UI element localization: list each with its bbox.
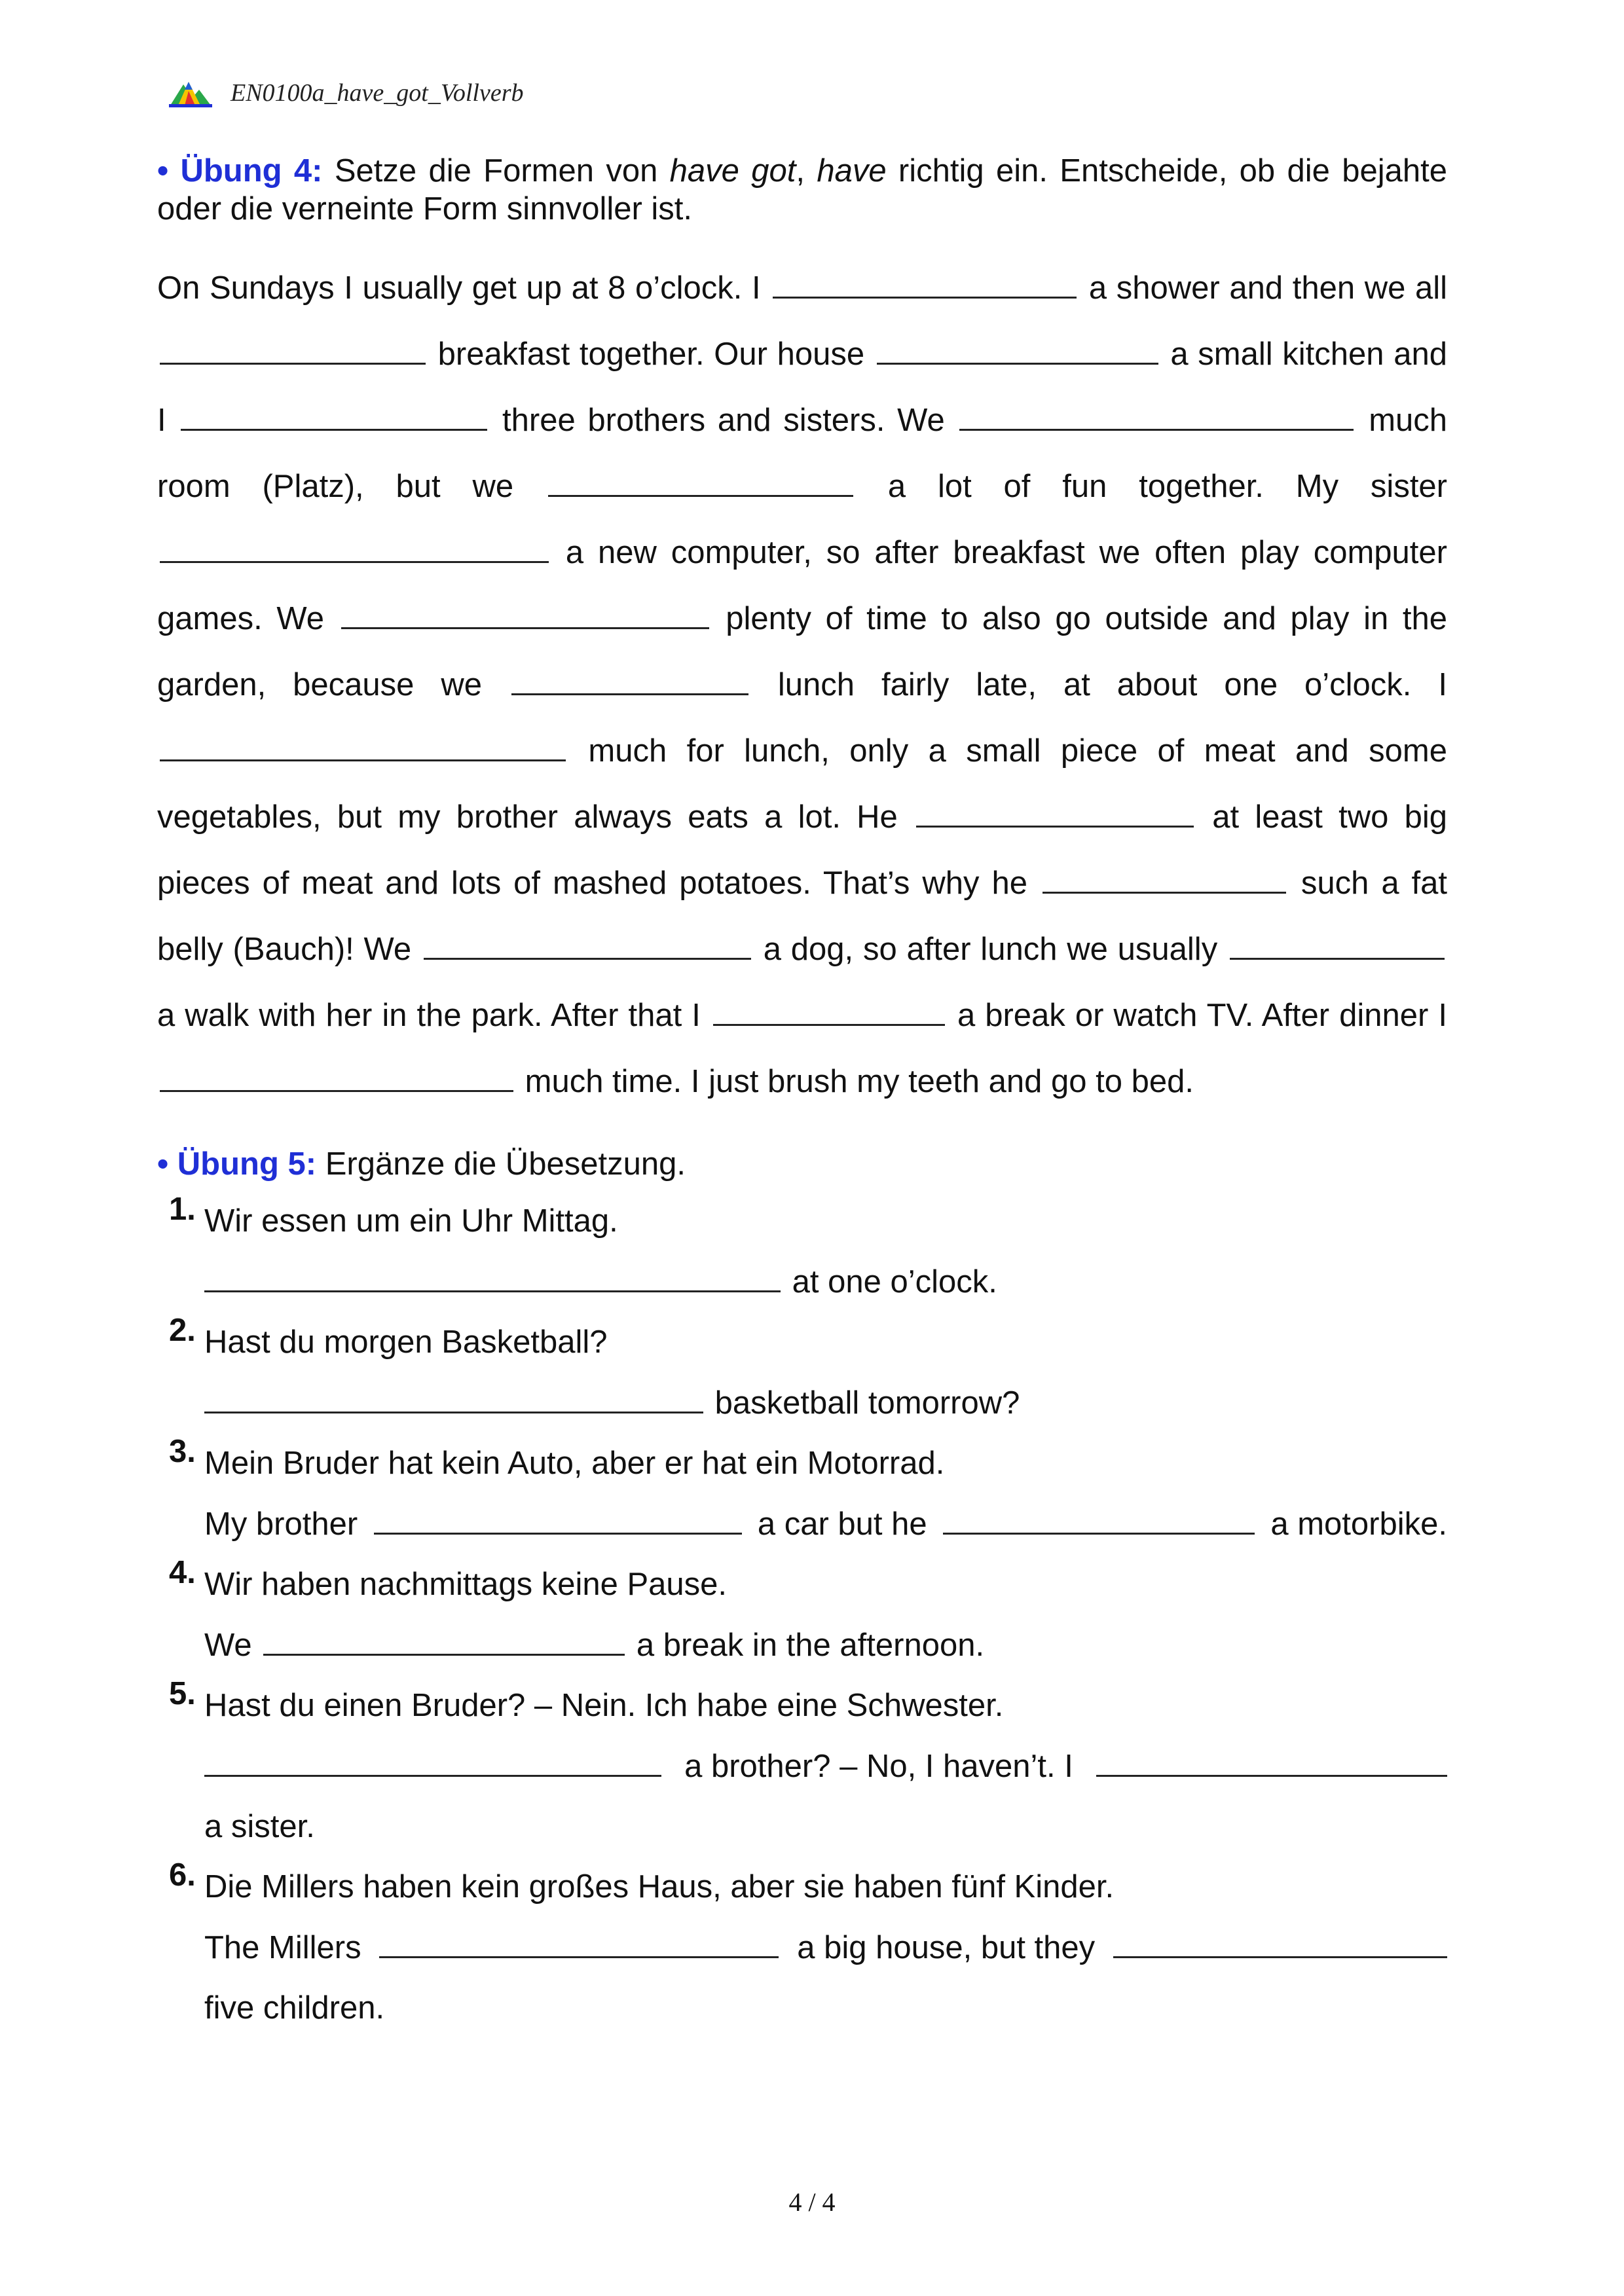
exercise-5-label: • Übung 5: [157, 1146, 317, 1182]
text-segment: much for lunch, only a small piece of meat and some vegetables, but my brother always eats a lot. He [157, 733, 1447, 835]
item-number: 1. [169, 1192, 196, 1227]
text-segment: plenty of time to also go outside and play in the garden, because we [157, 601, 1447, 702]
answer-blank-6[interactable] [548, 469, 853, 497]
answer-blank-12[interactable] [1043, 866, 1286, 894]
answer-blank-9[interactable] [511, 667, 748, 695]
english-text: a car but he [757, 1506, 927, 1542]
answer-blank-8[interactable] [341, 601, 709, 629]
answer-blank-11[interactable] [916, 799, 1194, 828]
list-item [157, 1857, 1447, 2038]
text-segment: a dog, so after lunch we usually [763, 932, 1218, 967]
answer-blank[interactable] [943, 1506, 1255, 1535]
answer-blank-13[interactable] [424, 932, 751, 960]
item-number: 2. [169, 1313, 196, 1348]
english-line [204, 1918, 1447, 1978]
english-line [204, 1494, 1447, 1554]
text-segment: a new computer, so after breakfast we often play computer games. We [157, 535, 1447, 636]
exercise-4-instruction-a: Setze die Formen von [334, 153, 658, 189]
document-title: EN0100a_have_got_Vollverb [231, 79, 524, 107]
item-number: 6. [169, 1857, 196, 1893]
list-item [157, 1191, 1447, 1312]
english-text: a motorbike. [1270, 1506, 1447, 1542]
german-sentence: Wir haben nachmittags keine Pause. [204, 1567, 728, 1602]
exercise-5-list [157, 1191, 1447, 2038]
answer-blank-1[interactable] [773, 270, 1077, 299]
list-item [157, 1554, 1447, 1675]
english-text: The Millers [204, 1930, 361, 1965]
text-segment: much time. I just brush my teeth and go to bed. [525, 1064, 1194, 1099]
answer-blank[interactable] [1096, 1749, 1447, 1777]
text-segment: a small kitchen and I [157, 337, 1447, 438]
answer-blank[interactable] [379, 1930, 779, 1958]
text-segment: a shower and then we all [1088, 270, 1448, 306]
term-have-got: have got [669, 153, 796, 189]
comma: , [796, 153, 805, 189]
worksheet-content [157, 152, 1447, 2038]
text-segment: three brothers and sisters. We [502, 403, 945, 438]
term-have: have [817, 153, 887, 189]
text-segment: breakfast together. Our house [437, 337, 865, 372]
item-number: 4. [169, 1555, 196, 1590]
exercise-4-text [157, 255, 1447, 1115]
answer-blank[interactable] [204, 1264, 781, 1292]
english-text: My brother [204, 1506, 358, 1542]
answer-blank-10[interactable] [160, 733, 566, 761]
german-sentence: Hast du einen Bruder? – Nein. Ich habe eine Schwester. [204, 1688, 1004, 1723]
english-text: basketball tomorrow? [714, 1385, 1020, 1421]
answer-blank-4[interactable] [181, 403, 487, 431]
english-text: a big house, but they [797, 1930, 1096, 1965]
german-sentence: Mein Bruder hat kein Auto, aber er hat ein Motorrad. [204, 1446, 945, 1481]
list-item [157, 1433, 1447, 1554]
answer-blank-7[interactable] [160, 535, 549, 563]
text-segment: lunch fairly late, at about one o’clock. I [777, 667, 1447, 702]
answer-blank-5[interactable] [959, 403, 1354, 431]
answer-blank-15[interactable] [713, 998, 945, 1026]
colorful-mountain-logo-icon [169, 78, 212, 108]
english-line [204, 1615, 1447, 1675]
text-segment: a walk with her in the park. After that I [157, 998, 701, 1033]
exercise-5-instruction: Ergänze die Übesetzung. [325, 1146, 686, 1182]
exercise-4-instruction-b: richtig ein. Entscheide, ob die bejahte oder die verneinte Form sinnvoller ist. [157, 153, 1447, 227]
answer-blank-2[interactable] [160, 337, 426, 365]
english-line [204, 1796, 1447, 1857]
english-line [204, 1373, 1447, 1433]
item-number: 3. [169, 1434, 196, 1469]
text-segment: a break or watch TV. After dinner I [957, 998, 1448, 1033]
answer-blank-16[interactable] [160, 1064, 513, 1092]
text-segment: at least two big pieces of meat and lots of mashed potatoes. That’s why he [157, 799, 1447, 901]
item-number: 5. [169, 1676, 196, 1711]
exercise-4-heading [157, 152, 1447, 228]
english-text: a break in the afternoon. [636, 1628, 985, 1663]
text-segment: On Sundays I usually get up at 8 o’clock. I [157, 270, 761, 306]
answer-blank[interactable] [204, 1385, 703, 1413]
text-segment: much room (Platz), but we [157, 403, 1448, 504]
english-text: a sister. [204, 1809, 315, 1844]
list-item [157, 1312, 1447, 1433]
german-sentence: Wir essen um ein Uhr Mittag. [204, 1203, 618, 1239]
english-text: at one o’clock. [792, 1264, 997, 1300]
answer-blank[interactable] [263, 1628, 625, 1656]
page-number: 4 / 4 [788, 2187, 836, 2217]
english-text: a brother? – No, I haven’t. I [684, 1749, 1073, 1784]
answer-blank[interactable] [1113, 1930, 1447, 1958]
english-text: five children. [204, 1990, 385, 2026]
page-header [169, 73, 523, 113]
exercise-5-heading [157, 1145, 1447, 1183]
english-line [204, 1978, 1447, 2038]
english-line [204, 1736, 1447, 1796]
answer-blank-14[interactable] [1230, 932, 1445, 960]
list-item [157, 1675, 1447, 1857]
answer-blank-3[interactable] [877, 337, 1158, 365]
german-sentence: Die Millers haben kein großes Haus, aber sie haben fünf Kinder. [204, 1869, 1115, 1904]
answer-blank[interactable] [374, 1506, 742, 1535]
answer-blank[interactable] [204, 1749, 661, 1777]
exercise-4-label: • Übung 4: [157, 153, 323, 189]
german-sentence: Hast du morgen Basketball? [204, 1324, 608, 1360]
text-segment: a lot of fun together. My sister [887, 469, 1447, 504]
english-text: We [204, 1628, 252, 1663]
text-segment: such a fat belly (Bauch)! We [157, 866, 1447, 967]
english-line [204, 1252, 1447, 1312]
